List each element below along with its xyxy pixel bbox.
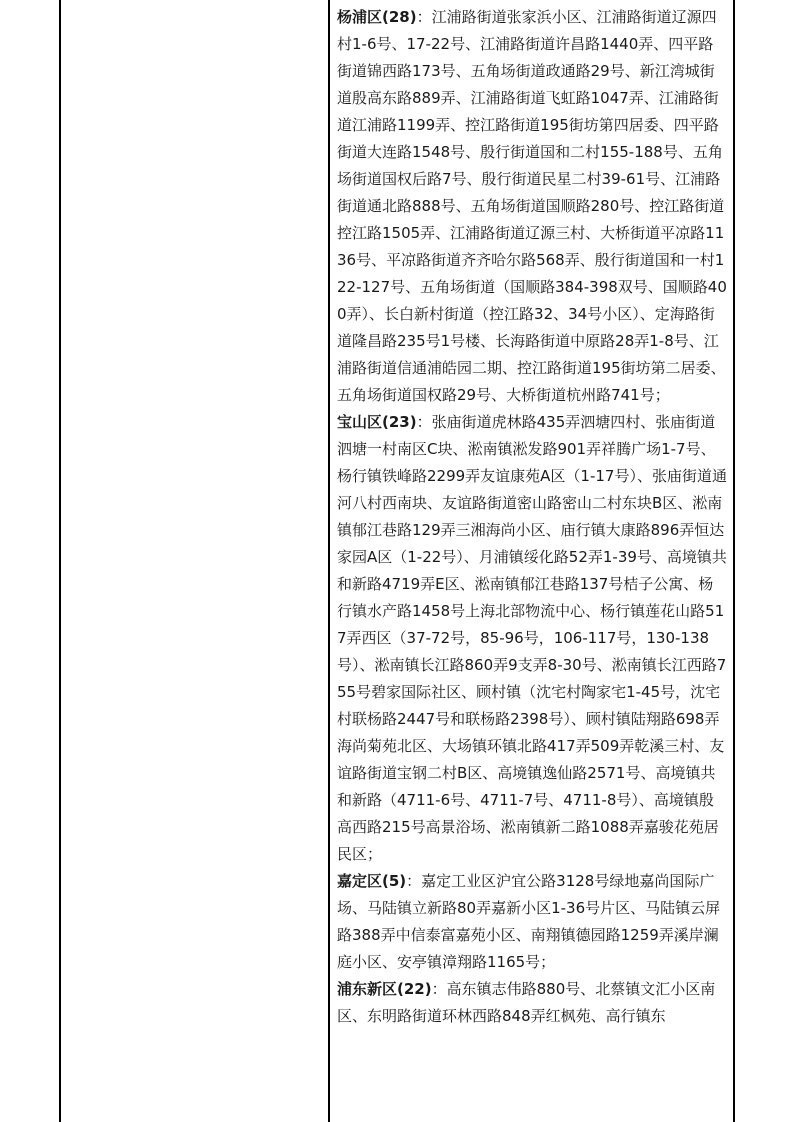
table-border-right [733,0,735,1122]
district-separator: ： [406,872,422,890]
district-entry-baoshan [337,409,727,868]
district-list-cell [337,4,727,1030]
district-name: 宝山区(23) [337,413,417,431]
district-separator: ： [431,980,447,998]
district-entry-jiading [337,868,727,976]
district-locations: 张庙街道虎林路435弄泗塘四村、张庙街道泗塘一村南区C块、淞南镇淞发路901弄祥腾广场1-7号、杨行镇铁峰路2299弄友谊康苑A区（1-17号）、张庙街道通河八村西南块、友谊路街道密山路密山二村东块B区、淞南镇郁江巷路129弄三湘海尚小区、庙行镇大康路896弄恒达家园A区（1-22号）、月浦镇绥化路52弄1-39号、高境镇共和新路4719弄E区、淞南镇郁江巷路137号桔子公寓、杨行镇水产路1458号上海北部物流中心、杨行镇莲花山路517弄西区（37-72号，85-96号，106-117号，130-138号）、淞南镇长江路860弄9支弄8-30号、淞南镇长江西路755号碧家国际社区、顾村镇（沈宅村陶家宅1-45号，沈宅村联杨路2447号和联杨路2398号）、顾村镇陆翔路698弄海尚菊苑北区、大场镇环镇北路417弄509弄乾溪三村、友谊路街道宝钢二村B区、高境镇逸仙路2571号、高境镇共和新路（4711-6号、4711-7号、4711-8号）、高境镇殷高西路215号高景浴场、淞南镇新二路1088弄嘉骏花苑居民区； [337,413,727,863]
district-name: 浦东新区(22) [337,980,432,998]
table-border-left [59,0,61,1122]
district-entry-pudong [337,976,727,1030]
district-separator: ： [416,8,432,26]
district-locations: 江浦路街道张家浜小区、江浦路街道辽源四村1-6号、17-22号、江浦路街道许昌路1440弄、四平路街道锦西路173号、五角场街道政通路29号、新江湾城街道殷高东路889弄、江浦路街道飞虹路1047弄、江浦路街道江浦路1199弄、控江路街道195街坊第四居委、四平路街道大连路1548号、殷行街道国和二村155-188号、五角场街道国权后路7号、殷行街道民星二村39-61号、江浦路街道通北路888号、五角场街道国顺路280号、控江路街道控江路1505弄、江浦路街道辽源三村、大桥街道平凉路1136号、平凉路街道齐齐哈尔路568弄、殷行街道国和一村122-127号、五角场街道（国顺路384-398双号、国顺路400弄）、长白新村街道（控江路32、34号小区）、定海路街道隆昌路235号1号楼、长海路街道中原路28弄1-8号、江浦路街道信通浦皓园二期、控江路街道195街坊第二居委、五角场街道国权路29号、大桥街道杭州路741号； [337,8,727,404]
district-separator: ： [416,413,432,431]
district-locations: 高东镇志伟路880号、北蔡镇文汇小区南区、东明路街道环林西路848弄红枫苑、高行镇东 [337,980,716,1025]
district-entry-yangpu [337,4,727,409]
district-name: 嘉定区(5) [337,872,407,890]
district-locations: 嘉定工业区沪宜公路3128号绿地嘉尚国际广场、马陆镇立新路80弄嘉新小区1-36号片区、马陆镇云屏路388弄中信泰富嘉苑小区、南翔镇德园路1259弄溪岸澜庭小区、安亭镇漳翔路1165号； [337,872,721,971]
district-name: 杨浦区(28) [337,8,417,26]
table-border-middle [328,0,330,1122]
